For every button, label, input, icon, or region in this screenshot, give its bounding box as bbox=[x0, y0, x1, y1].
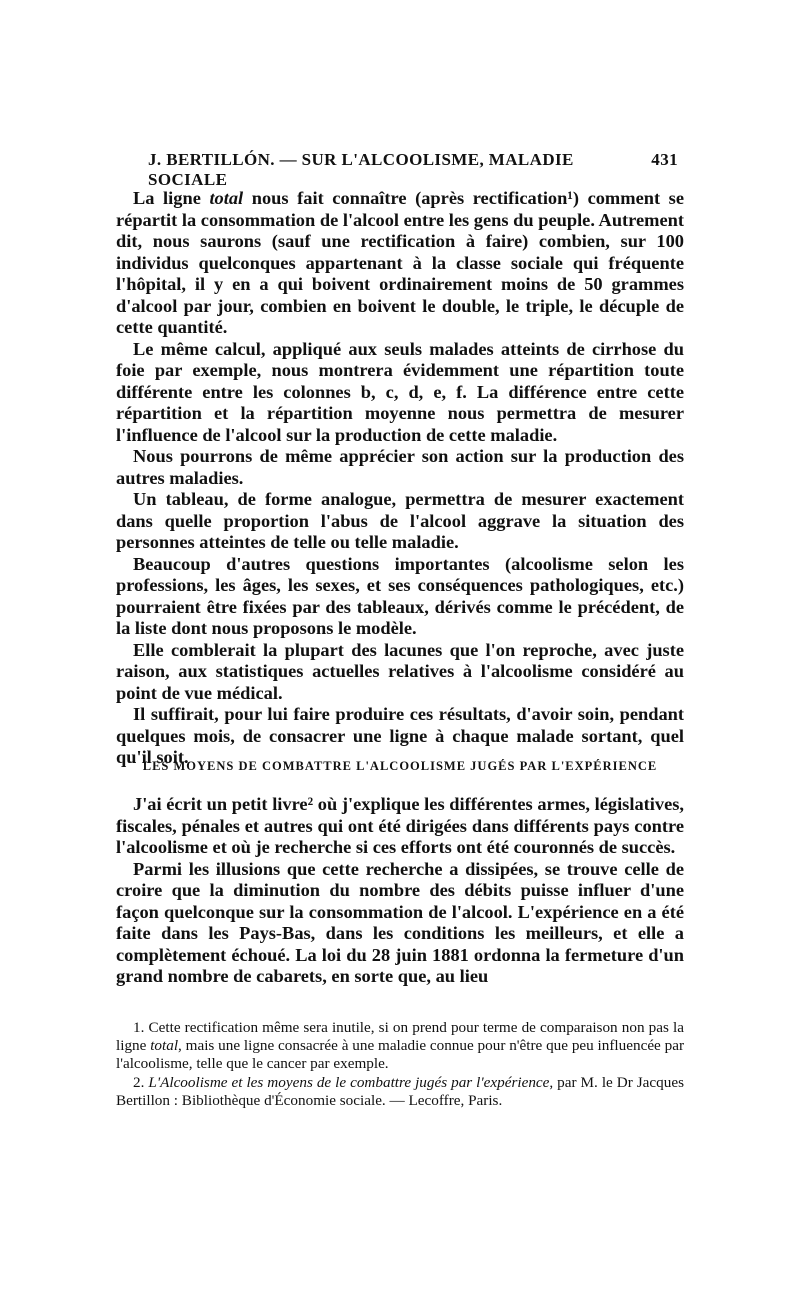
page-number: 431 bbox=[651, 150, 678, 169]
paragraph: Le même calcul, appliqué aux seuls malades atteints de cirrhose du foie par exemple, nous montrera évidemment une répartition toute différente entre les colonnes b, c, d, e, f. La différence entre cette répartition et la répartition moyenne nous permettra de mesurer l'influence de l'alcool sur la production de cette maladie. bbox=[116, 338, 684, 445]
footnotes bbox=[116, 1019, 684, 1110]
body-text-upper bbox=[116, 188, 684, 769]
running-head bbox=[148, 150, 678, 190]
paragraph: La ligne total nous fait connaître (après rectification¹) comment se répartit la consommation de l'alcool entre les gens du peuple. Autrement dit, nous saurons (sauf une rectification à faire) combien, sur 100 individus quelconques appartenant à la classe sociale qui fréquente l'hôpital, il y en a qui boivent ordinairement moins de 50 grammes d'alcool par jour, combien en boivent le double, le triple, le décuple de cette quantité. bbox=[116, 188, 684, 337]
paragraph: Un tableau, de forme analogue, permettra de mesurer exactement dans quelle proportion l'abus de l'alcool aggrave la situation des personnes atteintes de telle ou telle maladie. bbox=[116, 489, 684, 552]
paragraph: Beaucoup d'autres questions importantes (alcoolisme selon les professions, les âges, les sexes, et ses conséquences pathologiques, etc.) pourraient être fixées par des tableaux, dérivés comme le précédent, de la liste dont nous proposons le modèle. bbox=[116, 553, 684, 638]
paragraph: J'ai écrit un petit livre² où j'explique les différentes armes, législatives, fiscales, pénales et autres qui ont été dirigées dans différents pays contre l'alcoolisme et où je recherche si ces efforts ont été couronnés de succès. bbox=[116, 794, 684, 857]
running-head-title: J. BERTILLÓN. — SUR L'ALCOOLISME, MALADIE SOCIALE bbox=[148, 150, 574, 189]
paragraph: Parmi les illusions que cette recherche a dissipées, se trouve celle de croire que la diminution du nombre des débits puisse influer d'une façon quelconque sur la consommation de l'alcool. L'expérience en a été faite dans les Pays-Bas, dans les conditions les meilleurs, et elle a complètement échoué. La loi du 28 juin 1881 ordonna la fermeture d'un grand nombre de cabarets, en sorte que, au lieu bbox=[116, 858, 684, 986]
footnote-1: 1. Cette rectification même sera inutile, si on prend pour terme de comparaison non pas la ligne total, mais une ligne consacrée à une maladie connue pour n'être que peu influencée par l'alcoolisme, telle que le cancer par exemple. bbox=[116, 1019, 685, 1073]
section-heading: LES MOYENS DE COMBATTRE L'ALCOOLISME JUGÉS PAR L'EXPÉRIENCE bbox=[142, 759, 658, 773]
body-text-lower bbox=[116, 794, 684, 988]
paragraph: Il suffirait, pour lui faire produire ces résultats, d'avoir soin, pendant quelques mois, de consacrer une ligne à chaque malade sortant, quel qu'il soit. bbox=[116, 704, 684, 767]
paragraph: Nous pourrons de même apprécier son action sur la production des autres maladies. bbox=[116, 446, 684, 488]
paragraph: Elle comblerait la plupart des lacunes que l'on reproche, avec juste raison, aux statistiques actuelles relatives à l'alcoolisme considéré au point de vue médical. bbox=[116, 639, 684, 703]
footnote-2: 2. L'Alcoolisme et les moyens de le combattre jugés par l'expérience, par M. le Dr Jacques Bertillon : Bibliothèque d'Économie sociale. — Lecoffre, Paris. bbox=[116, 1073, 684, 1109]
